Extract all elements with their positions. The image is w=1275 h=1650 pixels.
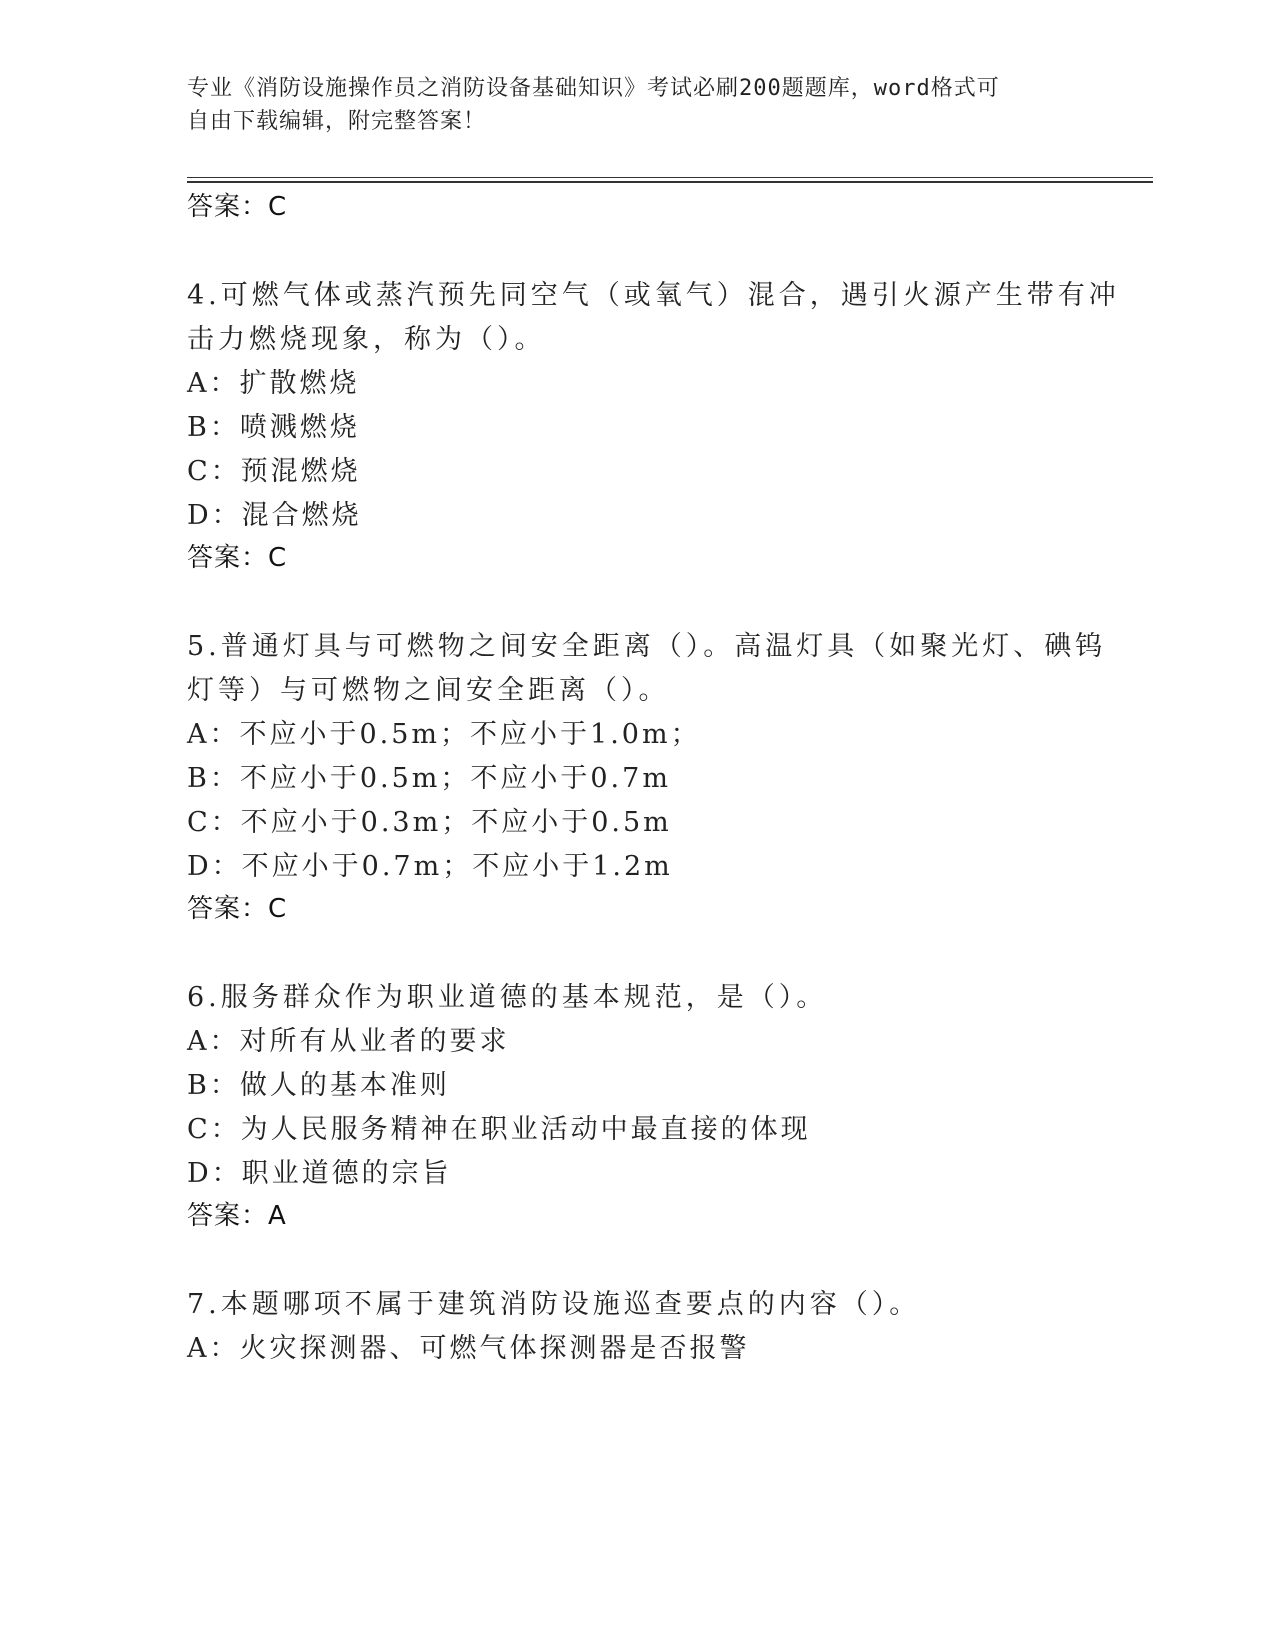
question-4-option-b: B：喷溅燃烧 <box>187 412 360 443</box>
header-line-2: 自由下载编辑，附完整答案！ <box>187 109 487 134</box>
document-header <box>187 72 1067 138</box>
header-line-1: 专业《消防设施操作员之消防设备基础知识》考试必刷200题题库，word格式可 <box>187 76 1000 101</box>
question-4-option-d: D：混合燃烧 <box>187 500 362 531</box>
question-4-line-2: 击力燃烧现象，称为（）。 <box>187 324 546 355</box>
question-4-option-a: A：扩散燃烧 <box>187 368 360 399</box>
question-7-option-a: A：火灾探测器、可燃气体探测器是否报警 <box>187 1333 750 1364</box>
answer-q6: 答案：A <box>187 1201 287 1231</box>
question-6-line-1: 6.服务群众作为职业道德的基本规范，是（）。 <box>187 982 828 1013</box>
question-5-option-d: D：不应小于0.7m；不应小于1.2m <box>187 851 673 882</box>
header-rule-thin <box>187 177 1153 178</box>
question-5-option-a: A：不应小于0.5m；不应小于1.0m； <box>187 719 701 750</box>
question-6-option-b: B：做人的基本准则 <box>187 1070 450 1101</box>
question-5-line-2: 灯等）与可燃物之间安全距离（）。 <box>187 675 670 706</box>
question-6-option-c: C：为人民服务精神在职业活动中最直接的体现 <box>187 1114 811 1145</box>
answer-q3: 答案：C <box>187 192 288 222</box>
question-5-option-c: C：不应小于0.3m；不应小于0.5m <box>187 807 672 838</box>
answer-q5: 答案：C <box>187 894 288 924</box>
header-rule-thick <box>187 181 1153 183</box>
answer-q4: 答案：C <box>187 543 288 573</box>
question-5-option-b: B：不应小于0.5m；不应小于0.7m <box>187 763 671 794</box>
question-4-option-c: C：预混燃烧 <box>187 456 361 487</box>
question-7-line-1: 7.本题哪项不属于建筑消防设施巡查要点的内容（）。 <box>187 1289 921 1320</box>
question-4-line-1: 4.可燃气体或蒸汽预先同空气（或氧气）混合，遇引火源产生带有冲 <box>187 280 1120 311</box>
question-6-option-d: D：职业道德的宗旨 <box>187 1158 452 1189</box>
question-5-line-1: 5.普通灯具与可燃物之间安全距离（）。高温灯具（如聚光灯、碘钨 <box>187 631 1107 662</box>
question-6-option-a: A：对所有从业者的要求 <box>187 1026 510 1057</box>
